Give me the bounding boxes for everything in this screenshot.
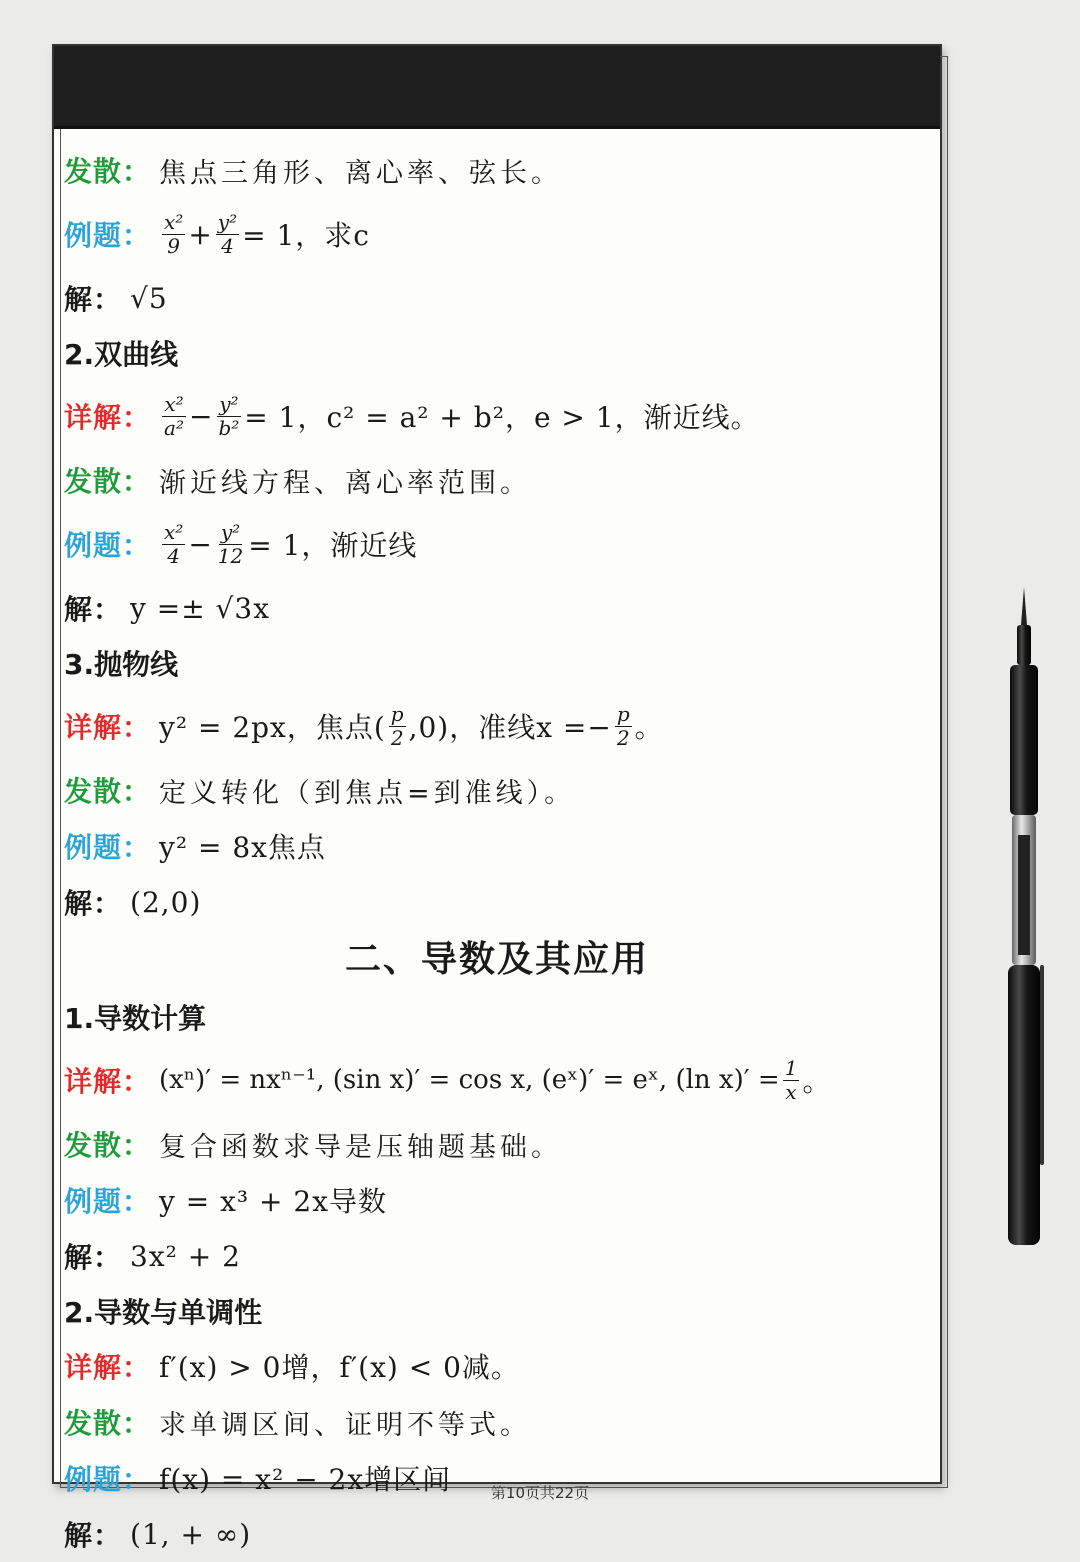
fraction-denominator: x [785,1079,797,1104]
section-heading: 1.导数计算 [64,1002,207,1035]
fraction-denominator: 4 [167,543,181,568]
fasan-text: 求单调区间、证明不等式。 [159,1409,532,1441]
fraction [162,211,185,258]
fraction [162,393,186,440]
section-heading: 2.导数与单调性 [64,1296,263,1329]
fraction-numerator: p [616,701,630,726]
fasan-label: 发散： [64,465,152,498]
xiangjie-label: 详解： [64,1351,152,1384]
math-operator: + [188,217,213,251]
math-operator: − [188,527,213,561]
fraction [389,703,406,750]
hyperbola-jie [64,580,930,636]
jie-label: 解： [64,1241,123,1274]
hyperbola-xiangjie [64,380,930,452]
fraction-denominator: 2 [390,725,404,750]
fraction [216,521,245,568]
math-text: (2,0) [130,885,202,919]
section-heading: 2.双曲线 [64,338,179,371]
math-text: y² = 8x焦点 [159,831,326,864]
math-text: y =± √3x [130,591,271,625]
math-text: 3x² + 2 [130,1239,241,1273]
derivative-liti [64,1172,930,1228]
math-text: 。 [634,711,664,744]
ellipse-liti [64,198,930,270]
fasan-label: 发散： [64,1407,152,1440]
fasan-text: 复合函数求导是压轴题基础。 [159,1131,563,1163]
math-text: = 1，渐近线 [248,529,418,562]
fraction-numerator: y² [217,209,238,234]
math-text: f(x) = x² − 2x增区间 [159,1463,452,1496]
derivative-xiangjie [64,1044,930,1116]
fasan-label: 发散： [64,775,152,808]
fraction [162,521,185,568]
math-operator: − [188,399,214,433]
liti-label: 例题： [64,529,152,562]
fasan-label: 发散： [64,155,152,188]
pen-illustration [1000,585,1048,1255]
jie-label: 解： [64,593,123,626]
fasan-label: 发散： [64,1129,152,1162]
ellipse-fasan [64,142,930,198]
derivative-jie [64,1228,930,1284]
hyperbola-fasan [64,452,930,508]
fraction-denominator: 9 [167,233,181,258]
xiangjie-label: 详解： [64,1065,152,1098]
xiangjie-label: 详解： [64,711,152,744]
math-text: = 1，求c [242,219,370,252]
fraction-numerator: y² [220,519,241,544]
fraction-numerator: 1 [784,1055,798,1080]
monotonicity-xiangjie [64,1338,930,1394]
hyperbola-liti [64,508,930,580]
math-text: (1, + ∞) [130,1517,252,1551]
math-text: f′(x) > 0增，f′(x) < 0减。 [159,1351,520,1384]
jie-label: 解： [64,283,123,316]
math-text: (xⁿ)′ = nxⁿ⁻¹, (sin x)′ = cos x, (eˣ)′ = eˣ, (ln x)′ = [159,1065,780,1095]
derivative-fasan [64,1116,930,1172]
fasan-text: 渐近线方程、离心率范围。 [159,467,532,499]
monotonicity-jie [64,1506,930,1562]
page-content [64,142,930,1562]
fraction-numerator: p [390,701,404,726]
fraction-denominator: a² [164,415,184,440]
fraction [216,393,241,440]
parabola-liti [64,818,930,874]
liti-label: 例题： [64,1185,152,1218]
math-text: y² = 2px，焦点( [159,711,386,744]
fraction [783,1057,800,1104]
fasan-text: 定义转化（到焦点=到准线）。 [159,777,576,809]
parabola-xiangjie [64,690,930,762]
liti-label: 例题： [64,219,152,252]
liti-label: 例题： [64,1463,152,1496]
ellipse-jie [64,270,930,326]
math-text: √5 [130,281,168,315]
math-text: ,0)，准线x =− [408,711,612,744]
fraction-numerator: x² [164,519,184,544]
header-bar [54,46,940,129]
fraction-numerator: x² [164,209,184,234]
fraction-denominator: 4 [221,233,234,258]
fraction-numerator: x² [164,391,184,416]
math-text: = 1，c² = a² + b²，e > 1，渐近线。 [244,401,760,434]
parabola-jie [64,874,930,930]
math-text: y = x³ + 2x导数 [159,1185,387,1218]
section-heading: 3.抛物线 [64,648,179,681]
section-title: 二、导数及其应用 [344,939,649,980]
fraction [615,703,632,750]
jie-label: 解： [64,887,123,920]
page-number: 第10页共22页 [490,1484,590,1502]
fraction-denominator: 12 [217,543,244,568]
math-text: 。 [802,1065,832,1098]
fraction [216,211,239,258]
xiangjie-label: 详解： [64,401,152,434]
fraction-numerator: y² [219,391,239,416]
jie-label: 解： [64,1519,123,1552]
monotonicity-fasan [64,1394,930,1450]
liti-label: 例题： [64,831,152,864]
fraction-denominator: 2 [616,725,630,750]
fasan-text: 焦点三角形、离心率、弦长。 [159,157,563,189]
fraction-denominator: b² [218,415,240,440]
parabola-fasan [64,762,930,818]
